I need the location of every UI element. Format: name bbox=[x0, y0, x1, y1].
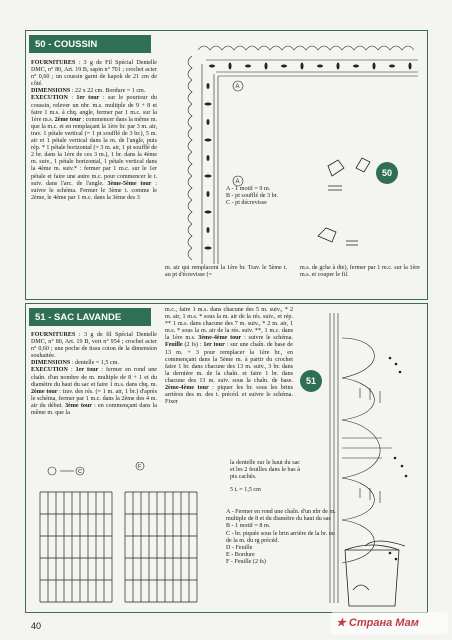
section-50-continuation-1: m. air qui remplacent la 1ère br. Trav. le 5ème t. au pt d'écrevisse (= bbox=[165, 265, 287, 279]
section-50-continuation-2: m.s. de gche à dte), fermer par 1 m.c. sur la 1ère m.s. et couper le fil. bbox=[300, 265, 420, 279]
section-51-title: 51 - SAC LAVANDE bbox=[29, 308, 151, 326]
section-51-badge: 51 bbox=[300, 370, 322, 392]
legend-item: D - Feuille bbox=[226, 545, 253, 552]
section-50-instructions: FOURNITURES : 3 g de Fil Spécial Dentelle DMC, n° 80, Art. 19 B, sapin n° 701 ; crochet acier n° 0,60 ; un coussin garni de kapok de 21 cm de côté. DIMENSIONS : 22 x 22 cm. Bordure = 1 cm. EXECUTION : 1er tour : sur le pourtour du coussin, relever un nbr. m.s. multiple de 9 + 8 et faire 1 m.s. à chq. angle, fermer par 1 m.c. sur la 1ère m.s. 2ème tour : commencer dans la même m. que la m.c. et en remplaçant la 1ère br. par 3 m. air, trav. 1 pétale vertical (= 1 pt soufflé de 3 br.), 5 m. air et 1 pétale vertical dans la m. de l'angle, puis rép. * 1 pétale horizontal (= 3 m. air, 1 pt soufflé de 2 br. dans la 1ère de ces 3 m.), 1 br. dans la 4ème m. suiv., 1 pétale horizontal, 1 pétale vertical dans la 4ème m. suiv.* : fermer par 1 m.c. sur le 1er pétale et faire une autre m.c. pour commencer le t. suiv. dans l'arc. de l'angle. 3ème-5ème tour : suivre le schéma. Fermer le 3ème t. comme le 2ème, le 4ème par 1 m.c. dans la 3ème des 3 bbox=[31, 60, 158, 201]
scale-note: 5 t. = 1,5 cm bbox=[230, 487, 261, 494]
legend-item: E - Bordure bbox=[226, 552, 255, 559]
page-number: 40 bbox=[31, 621, 42, 631]
legend-item: A - Fermer en rond une chaîn. d'un nbr de m. multiple de 8 et du diamètre du haut du sac bbox=[226, 509, 336, 523]
svg-text:A: A bbox=[235, 84, 240, 90]
watermark: ★ Страна Мам bbox=[336, 617, 419, 629]
section-51-instructions: FOURNITURES : 3 g de fil Spécial Dentelle DMC, n° 80, Art. 19 B, vert n° 954 ; crochet acier n° 0,60 ; une poche de tissu coton de la dimension souhaitée. DIMENSIONS : dentelle = 1,5 cm. EXECUTION : 1er tour : fermer en rond une chaîn. d'un nombre de m. multiple de 8 + 1 et du diamètre du haut du sac et faire 1 m.s. dans chq. m. 2ème tour : trav. des rés. (= 1 m. air, 1 br.) d'après le schéma, fermer par 1 m.c. dans la 2ème des 4 m. air du début. 3ème tour : en commençant dans la même m. que la bbox=[31, 332, 158, 417]
legend-item: C - pt décrevisse bbox=[226, 200, 267, 207]
legend-item: F - Feuille (2 fs) bbox=[226, 559, 266, 566]
legend-item: A - 1 motif = 9 m. bbox=[226, 186, 271, 192]
svg-text:C: C bbox=[78, 469, 82, 475]
legend-item: B - pt soufflé de 3 br. bbox=[226, 193, 278, 200]
section-51-continuation: m.c., faire 1 m.s. dans chacune des 5 m. suiv., * 2 m. air, 1 m.s. * sous la m. air de la rés. suiv., et rép. ** 1 m.s. dans chacune des 7 m. suiv., * 2 m. air, 1 m.s. * sous la m. air de la rés. suiv. **, 1 m.c. dans la 1ère m.s. 3ème-4ème tour : suivre le schéma. Feuille (2 fs) : 1er tour : sur une chaîn. de base de 13 m. + 3 pour remplacer la 1ère br., en commençant dans la 5ème m. à partir du crochet faire 1 br. dans chacune des 13 m. suiv., 3 br. dans la dernière m. de la chaîn. et faire 1 br. dans chacune des 13 m. suiv. sous la chaîn. de base. 2ème-4ème tour : piquer les br. sous les brins arrières des m. des t. précéd. et suivre le schéma. Fixer bbox=[165, 307, 294, 406]
section-50-title: 50 - COUSSIN bbox=[29, 35, 151, 53]
legend-item: C - br. piquée sous le brin arrière de la br. ou de la m. du rg précéd. bbox=[226, 530, 335, 544]
svg-text:F: F bbox=[138, 464, 142, 470]
cushion-crochet-chart bbox=[178, 36, 423, 266]
sack-illustration bbox=[335, 540, 425, 612]
legend-item: B - 1 motif = 8 m. bbox=[226, 523, 271, 530]
finishing-text: la dentelle sur le haut du sac et les 2 feuilles dans le bas à pts cachés. bbox=[230, 460, 300, 481]
leaf-crochet-chart bbox=[30, 462, 220, 612]
section-50-badge: 50 bbox=[376, 162, 398, 184]
svg-text:A: A bbox=[235, 179, 240, 185]
section-51-finishing bbox=[230, 460, 300, 494]
